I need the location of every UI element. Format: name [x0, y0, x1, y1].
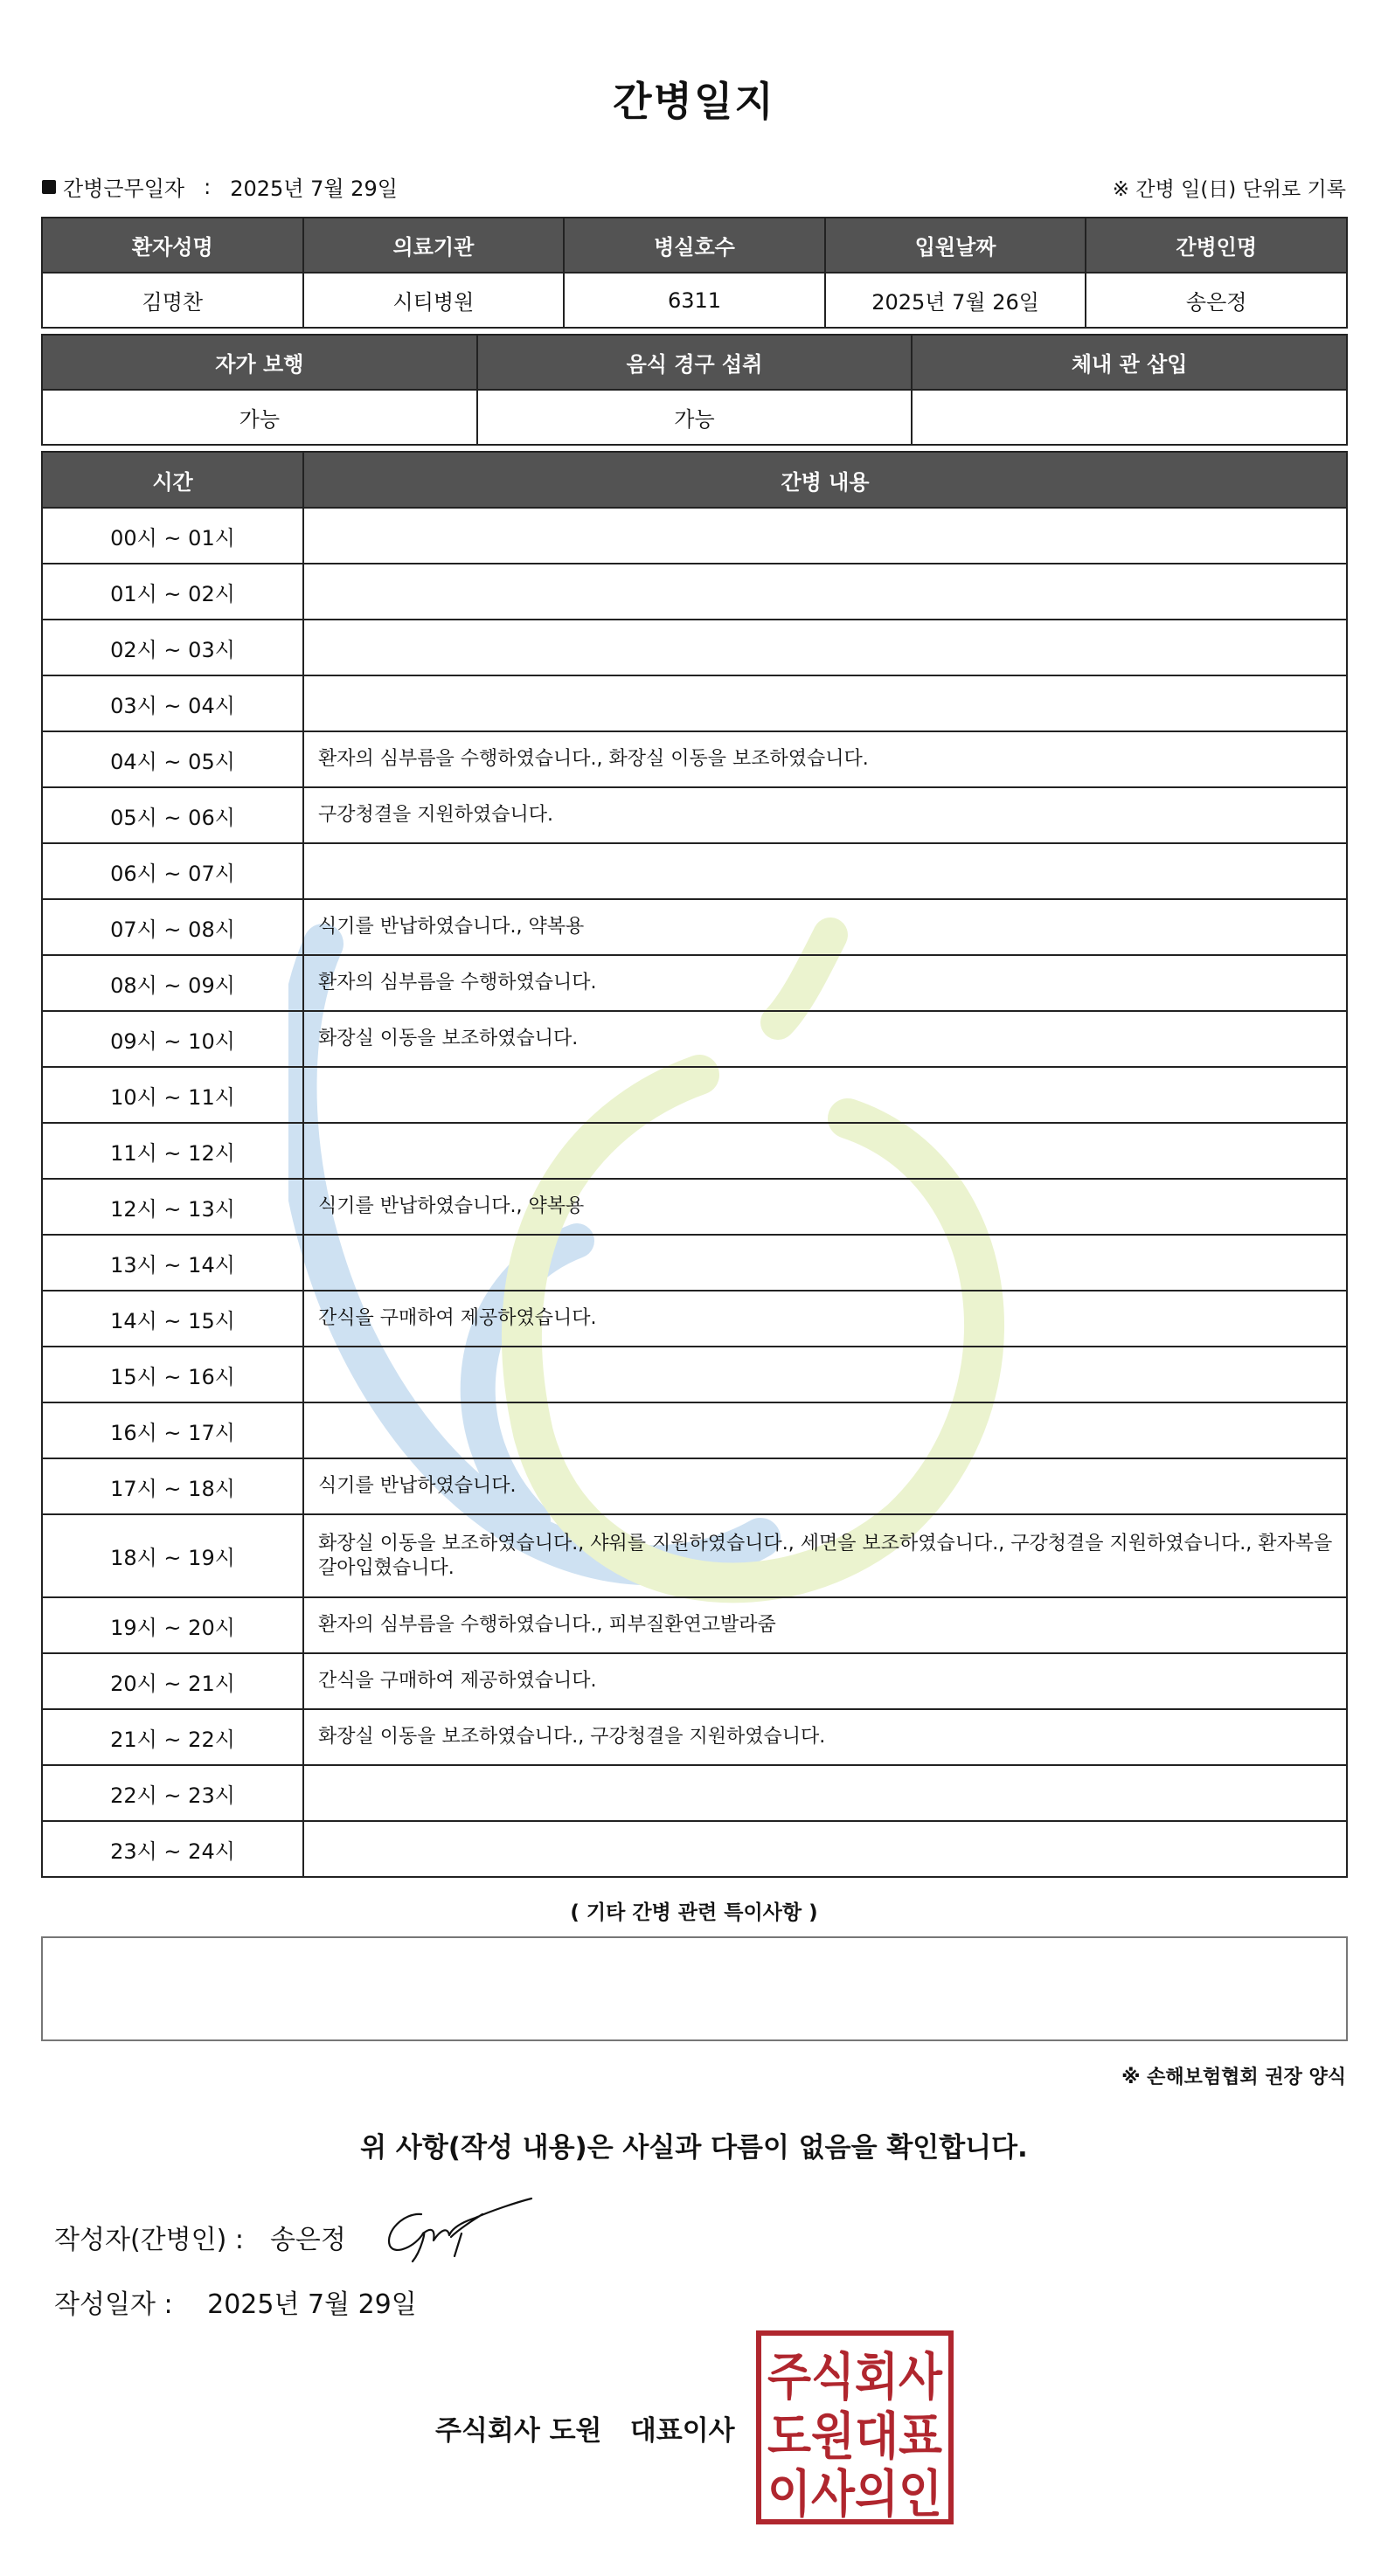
care-content [303, 1821, 1347, 1877]
time-slot: 23시 ~ 24시 [42, 1821, 303, 1877]
table-row [42, 1821, 1347, 1877]
header-care-content: 간병 내용 [303, 452, 1347, 508]
company-representative: 주식회사 도원 대표이사 [435, 2415, 735, 2447]
care-content: 식기를 반납하였습니다., 약복용 [303, 899, 1347, 955]
care-content [303, 1123, 1347, 1179]
form-source-note: ※ 손해보험협회 권장 양식 [1121, 2067, 1346, 2088]
time-slot: 03시 ~ 04시 [42, 675, 303, 731]
time-slot: 04시 ~ 05시 [42, 731, 303, 787]
table-row [42, 1347, 1347, 1402]
header-time: 시간 [42, 452, 303, 508]
header-patient-name: 환자성명 [42, 218, 303, 273]
admission-date: 2025년 7월 26일 [825, 273, 1086, 328]
notes-title: ( 기타 간병 관련 특이사항 ) [570, 1901, 818, 1924]
header-self-walking: 자가 보행 [42, 335, 477, 390]
svg-text:주식회사: 주식회사 [767, 2347, 943, 2406]
table-row [42, 731, 1347, 787]
handwritten-signature [378, 2195, 535, 2265]
care-content: 환자의 심부름을 수행하였습니다., 피부질환연고발라줌 [303, 1597, 1347, 1653]
care-content [303, 620, 1347, 675]
tube-insertion-value [912, 390, 1347, 445]
table-row [42, 1458, 1347, 1514]
care-content [303, 1067, 1347, 1123]
time-slot: 06시 ~ 07시 [42, 843, 303, 899]
care-content [303, 1765, 1347, 1821]
table-row [42, 1402, 1347, 1458]
written-date-value: 2025년 7월 29일 [207, 2289, 417, 2320]
table-row [42, 1765, 1347, 1821]
author-label: 작성자(간병인) : [54, 2225, 244, 2255]
time-slot: 15시 ~ 16시 [42, 1347, 303, 1402]
care-content [303, 675, 1347, 731]
table-row [42, 1597, 1347, 1653]
time-slot: 17시 ~ 18시 [42, 1458, 303, 1514]
time-slot: 10시 ~ 11시 [42, 1067, 303, 1123]
time-slot: 02시 ~ 03시 [42, 620, 303, 675]
self-walking-value: 가능 [42, 390, 477, 445]
care-content: 식기를 반납하였습니다., 약복용 [303, 1179, 1347, 1235]
time-slot: 19시 ~ 20시 [42, 1597, 303, 1653]
care-content: 간식을 구매하여 제공하였습니다. [303, 1653, 1347, 1709]
written-date-label: 작성일자 : [54, 2289, 173, 2320]
time-slot: 11시 ~ 12시 [42, 1123, 303, 1179]
caregiver-name: 송은정 [1086, 273, 1347, 328]
table-row [42, 843, 1347, 899]
daily-record-note: ※ 간병 일(日) 단위로 기록 [1112, 178, 1346, 201]
hospital-name: 시티병원 [303, 273, 565, 328]
time-slot: 01시 ~ 02시 [42, 564, 303, 620]
care-content [303, 843, 1347, 899]
table-row [42, 1653, 1347, 1709]
time-slot: 18시 ~ 19시 [42, 1514, 303, 1597]
table-row [42, 564, 1347, 620]
care-content: 화장실 이동을 보조하였습니다. [303, 1011, 1347, 1067]
svg-text:도원대표: 도원대표 [767, 2406, 942, 2466]
care-content: 환자의 심부름을 수행하였습니다., 화장실 이동을 보조하였습니다. [303, 731, 1347, 787]
work-date-line [42, 171, 398, 202]
patient-info-table [41, 217, 1348, 329]
care-content [303, 1347, 1347, 1402]
header-room-number: 병실호수 [564, 218, 825, 273]
svg-text:이사의인: 이사의인 [767, 2464, 942, 2524]
time-slot: 22시 ~ 23시 [42, 1765, 303, 1821]
table-row [42, 787, 1347, 843]
table-row [42, 1123, 1347, 1179]
work-date-value: 2025년 7월 29일 [230, 177, 398, 201]
notes-box [41, 1936, 1348, 2041]
header-caregiver-name: 간병인명 [1086, 218, 1347, 273]
care-log-table [41, 451, 1348, 1878]
care-content [303, 1235, 1347, 1291]
patient-status-table [41, 334, 1348, 446]
time-slot: 16시 ~ 17시 [42, 1402, 303, 1458]
patient-name: 김명찬 [42, 273, 303, 328]
author-name: 송은정 [269, 2225, 346, 2255]
table-row [42, 1235, 1347, 1291]
time-slot: 00시 ~ 01시 [42, 508, 303, 564]
care-content: 화장실 이동을 보조하였습니다., 구강청결을 지원하였습니다. [303, 1709, 1347, 1765]
company-seal-stamp [755, 2330, 954, 2525]
time-slot: 20시 ~ 21시 [42, 1653, 303, 1709]
work-date-separator: : [204, 174, 212, 199]
care-content: 구강청결을 지원하였습니다. [303, 787, 1347, 843]
care-content: 환자의 심부름을 수행하였습니다. [303, 955, 1347, 1011]
table-row [42, 1179, 1347, 1235]
written-date-line [54, 2282, 417, 2321]
header-admission-date: 입원날짜 [825, 218, 1086, 273]
table-row [42, 1011, 1347, 1067]
care-content [303, 508, 1347, 564]
work-date-label: 간병근무일자 [63, 177, 185, 201]
care-content: 화장실 이동을 보조하였습니다., 샤워를 지원하였습니다., 세면을 보조하였습니다., 구강청결을 지원하였습니다., 환자복을 갈아입혔습니다. [303, 1514, 1347, 1597]
care-log-rows [42, 508, 1347, 1877]
room-number: 6311 [564, 273, 825, 328]
header-oral-intake: 음식 경구 섭취 [477, 335, 913, 390]
time-slot: 21시 ~ 22시 [42, 1709, 303, 1765]
care-content: 식기를 반납하였습니다. [303, 1458, 1347, 1514]
time-slot: 14시 ~ 15시 [42, 1291, 303, 1347]
table-row [42, 1067, 1347, 1123]
header-tube-insertion: 체내 관 삽입 [912, 335, 1347, 390]
page-title: 간병일지 [613, 78, 775, 125]
care-content [303, 564, 1347, 620]
table-row [42, 508, 1347, 564]
time-slot: 12시 ~ 13시 [42, 1179, 303, 1235]
oral-intake-value: 가능 [477, 390, 913, 445]
time-slot: 05시 ~ 06시 [42, 787, 303, 843]
time-slot: 08시 ~ 09시 [42, 955, 303, 1011]
time-slot: 13시 ~ 14시 [42, 1235, 303, 1291]
time-slot: 09시 ~ 10시 [42, 1011, 303, 1067]
table-row [42, 899, 1347, 955]
bullet-square-icon [42, 180, 56, 194]
table-row [42, 1291, 1347, 1347]
table-row [42, 1709, 1347, 1765]
author-line [54, 2218, 346, 2256]
care-content: 간식을 구매하여 제공하였습니다. [303, 1291, 1347, 1347]
header-hospital: 의료기관 [303, 218, 565, 273]
table-row [42, 620, 1347, 675]
care-content [303, 1402, 1347, 1458]
table-row [42, 1514, 1347, 1597]
table-row [42, 955, 1347, 1011]
time-slot: 07시 ~ 08시 [42, 899, 303, 955]
confirmation-statement: 위 사항(작성 내용)은 사실과 다름이 없음을 확인합니다. [360, 2132, 1028, 2164]
table-row [42, 675, 1347, 731]
